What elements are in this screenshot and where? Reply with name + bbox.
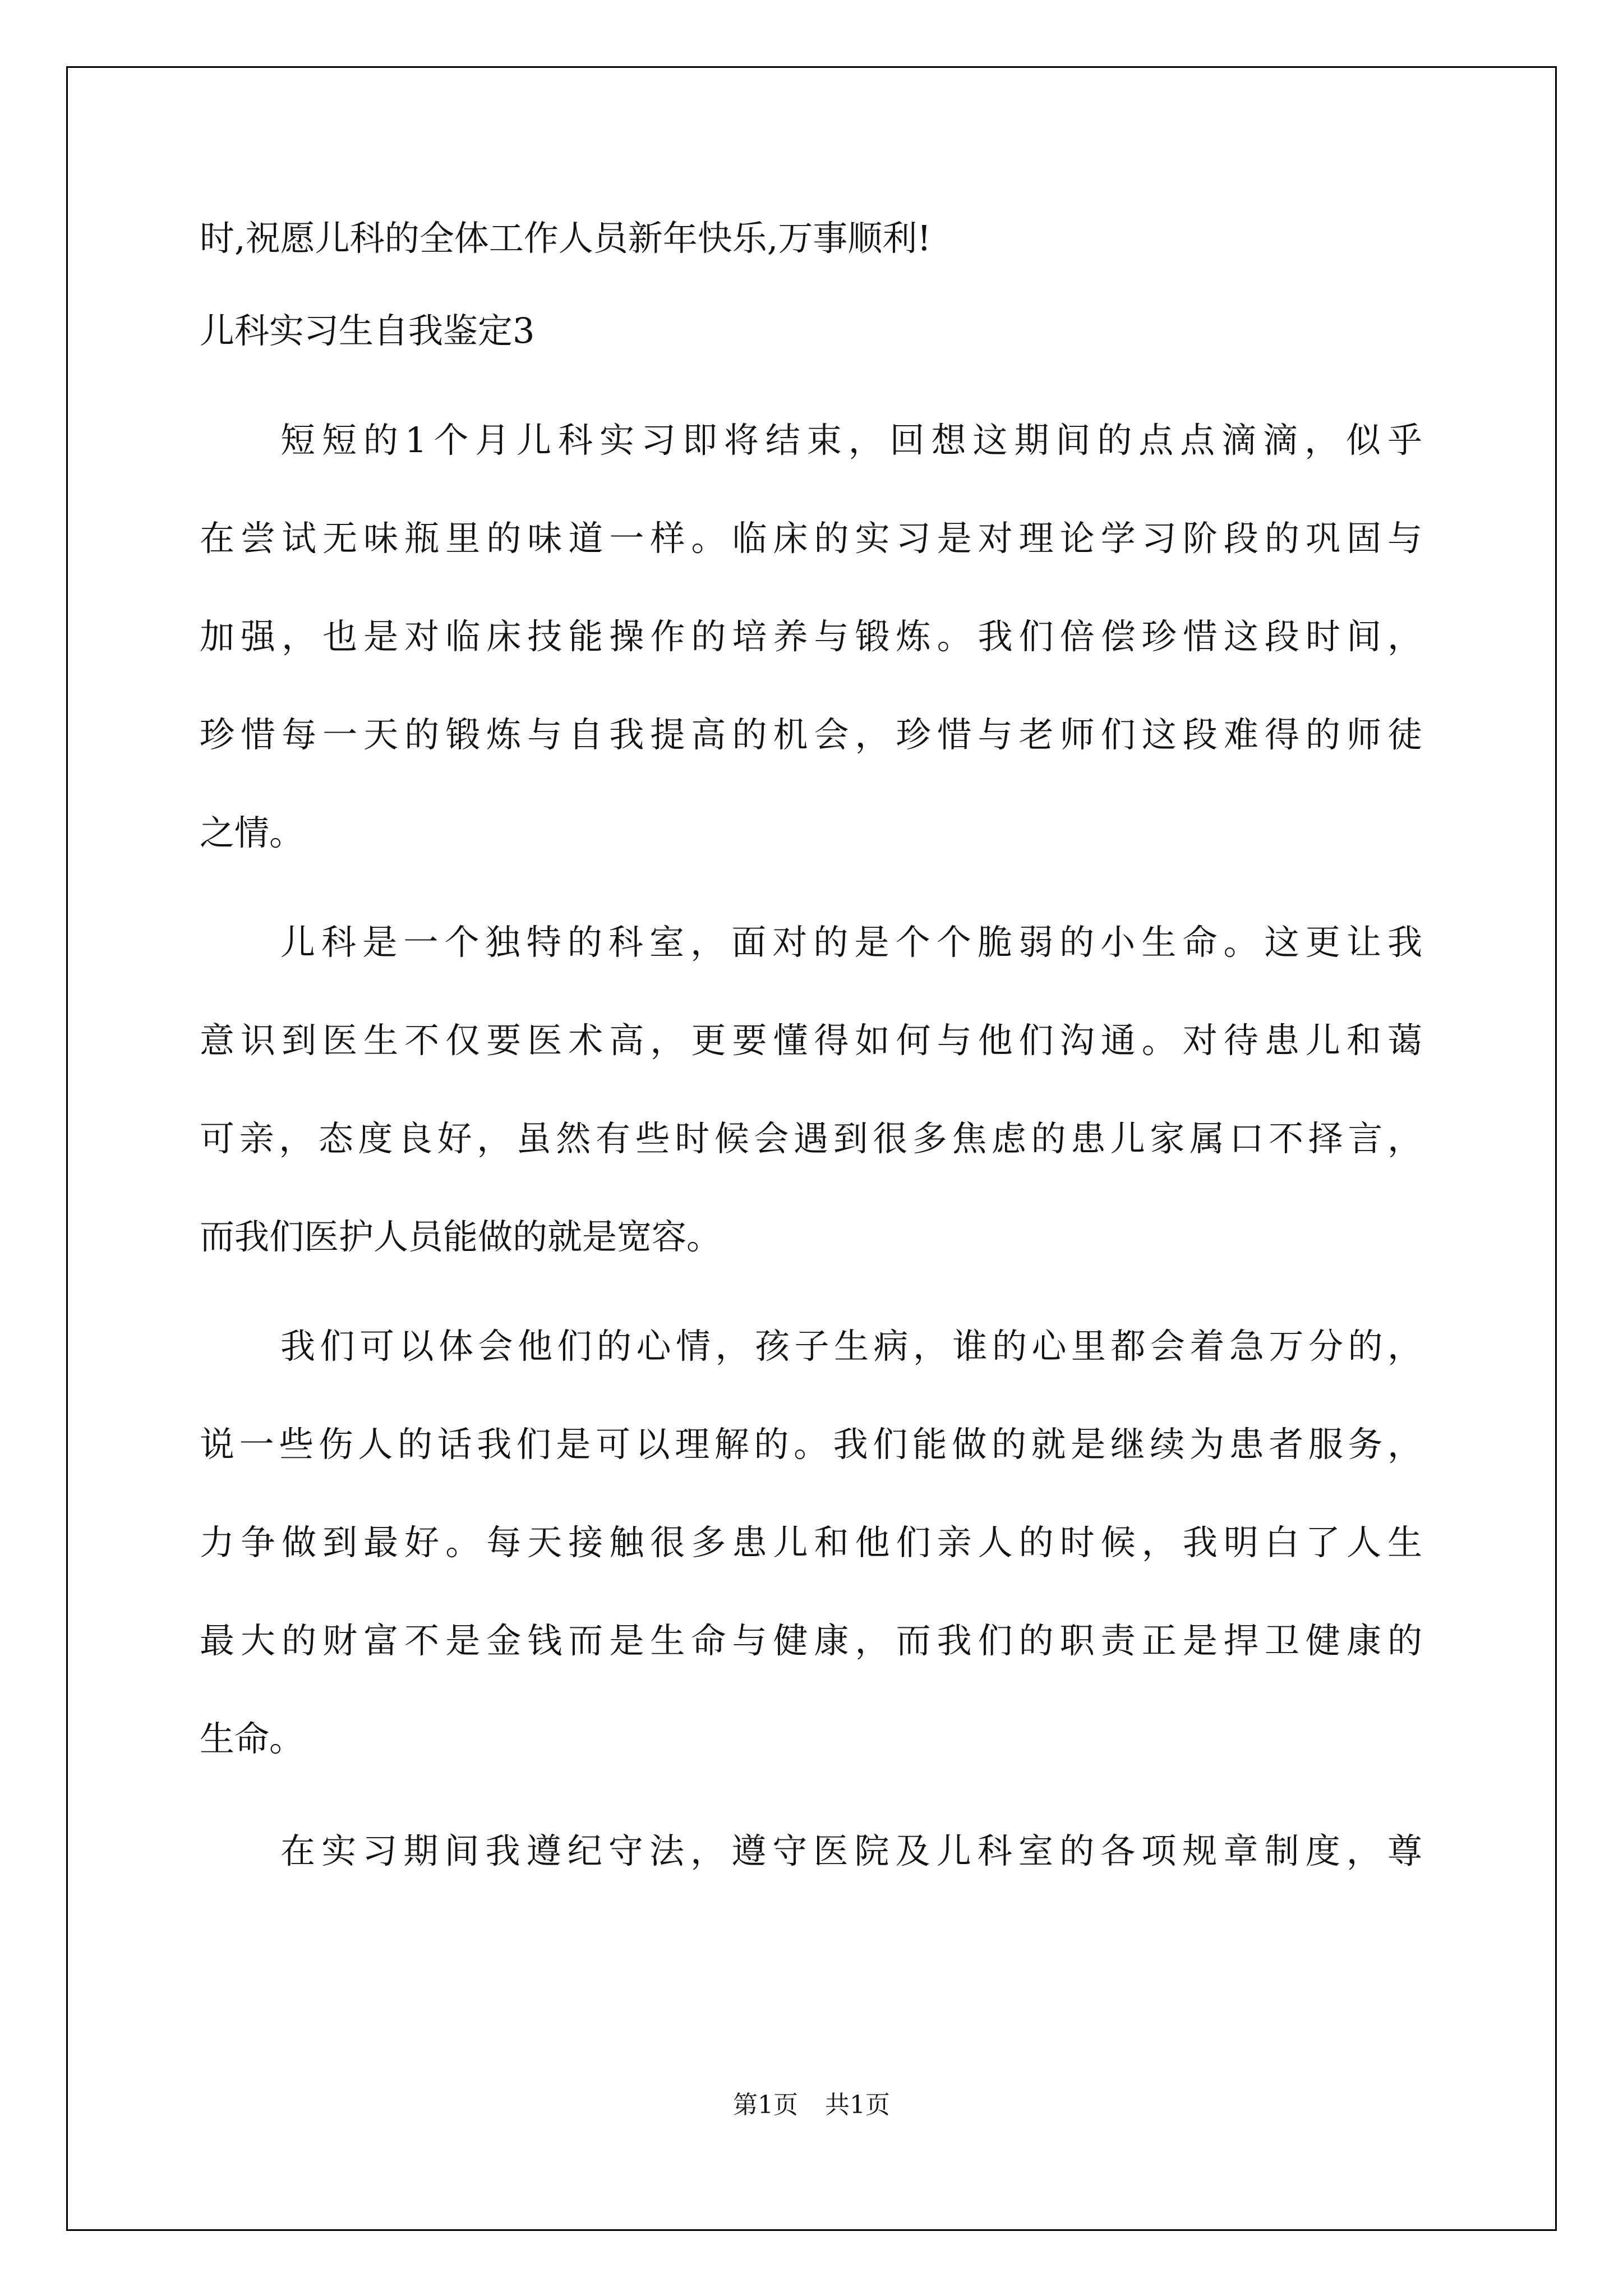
paragraph-1-line-3: 加强，也是对临床技能操作的培养与锻炼。我们倍偿珍惜这段时间， — [200, 616, 1422, 657]
page-total: 共1页 — [825, 2091, 890, 2119]
paragraph-3-line-3: 力争做到最好。每天接触很多患儿和他们亲人的时候，我明白了人生 — [200, 1522, 1422, 1563]
paragraph-1-line-1: 短短的1个月儿科实习即将结束，回想这期间的点点滴滴，似乎 — [280, 420, 1422, 461]
paragraph-2-line-4: 而我们医护人员能做的就是宽容。 — [200, 1216, 722, 1257]
paragraph-1-line-4: 珍惜每一天的锻炼与自我提高的机会，珍惜与老师们这段难得的师徒 — [200, 714, 1422, 755]
intro-line: 时,祝愿儿科的全体工作人员新年快乐,万事顺利! — [200, 218, 932, 259]
paragraph-4-line-1: 在实习期间我遵纪守法，遵守医院及儿科室的各项规章制度，尊 — [280, 1830, 1422, 1871]
paragraph-2-line-3: 可亲，态度良好，虽然有些时候会遇到很多焦虑的患儿家属口不择言， — [200, 1118, 1422, 1159]
section-heading: 儿科实习生自我鉴定3 — [200, 310, 535, 351]
paragraph-1-line-2: 在尝试无味瓶里的味道一样。临床的实习是对理论学习阶段的巩固与 — [200, 518, 1422, 559]
paragraph-3-line-4: 最大的财富不是金钱而是生命与健康，而我们的职责正是捍卫健康的 — [200, 1620, 1422, 1661]
page-number: 第1页 — [733, 2091, 798, 2119]
paragraph-3-line-1: 我们可以体会他们的心情，孩子生病，谁的心里都会着急万分的， — [280, 1326, 1422, 1366]
paragraph-3-line-5: 生命。 — [200, 1718, 305, 1759]
paragraph-2-line-1: 儿科是一个独特的科室，面对的是个个脆弱的小生命。这更让我 — [280, 922, 1422, 963]
paragraph-1-line-5: 之情。 — [200, 812, 305, 853]
paragraph-2-line-2: 意识到医生不仅要医术高，更要懂得如何与他们沟通。对待患儿和蔼 — [200, 1020, 1422, 1061]
page-footer — [0, 2085, 1623, 2120]
paragraph-3-line-2: 说一些伤人的话我们是可以理解的。我们能做的就是继续为患者服务， — [200, 1424, 1422, 1465]
